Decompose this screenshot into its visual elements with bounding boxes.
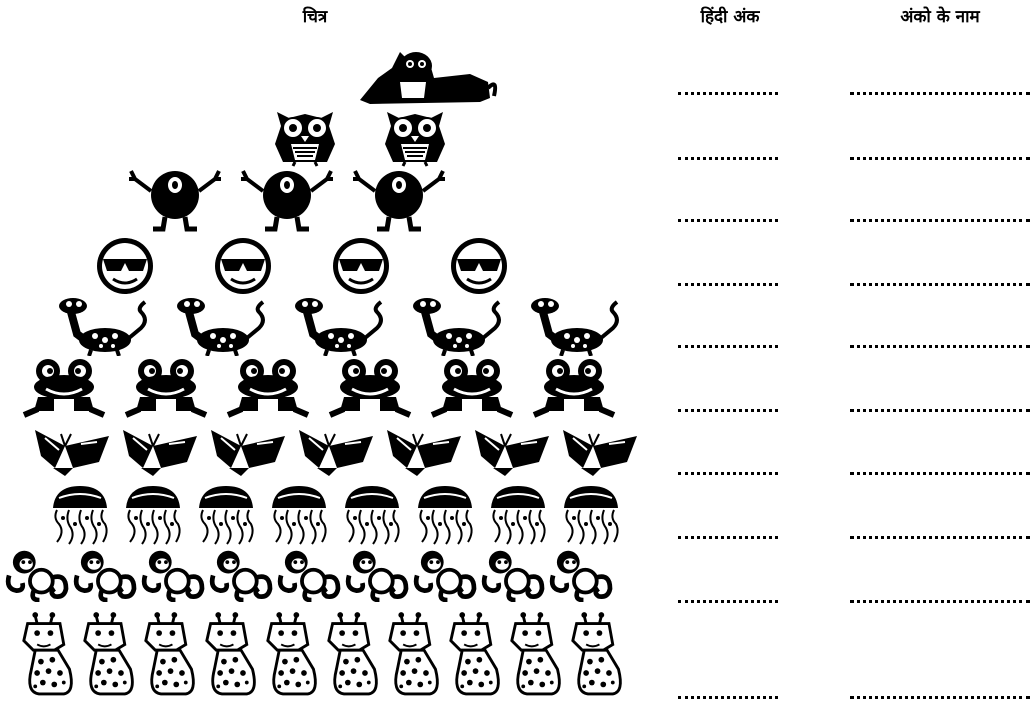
frog-icon [528,357,628,419]
owl-icon [265,104,345,168]
dinosaur-icon [409,294,509,356]
jellyfish-icon [483,484,553,546]
numeral-name-blank-7[interactable] [850,472,1030,475]
hindi-numeral-blank-10[interactable] [678,696,778,699]
butterfly-icon [377,422,467,480]
giraffe-icon [20,612,79,696]
monkey-icon [481,547,548,602]
numeral-name-blank-3[interactable] [850,219,1030,222]
giraffe-icon [386,612,445,696]
dinosaur-icon [55,294,155,356]
sun-with-sunglasses-icon [439,237,519,295]
eyeball-monster-icon [349,167,449,233]
giraffe-icon [142,612,201,696]
giraffe-icon [508,612,567,696]
picture-row-9 [0,545,640,603]
picture-row-3 [0,165,640,223]
giraffe-icon [81,612,140,696]
header-numeral-name: अंको के नाम [900,7,980,27]
sun-with-sunglasses-icon [321,237,401,295]
dinosaur-icon [173,294,273,356]
cat-icon [330,38,500,108]
giraffe-icon [264,612,323,696]
giraffe-icon [569,612,628,696]
frog-icon [18,357,118,419]
numeral-name-blank-4[interactable] [850,283,1030,286]
picture-row-8 [0,482,640,540]
butterfly-icon [25,422,115,480]
numeral-name-blank-5[interactable] [850,345,1030,348]
jellyfish-icon [118,484,188,546]
dinosaur-icon [291,294,391,356]
picture-row-4 [0,235,640,293]
jellyfish-icon [264,484,334,546]
hindi-numeral-blank-8[interactable] [678,536,778,539]
header-picture: चित्र [302,7,328,27]
butterfly-icon [289,422,379,480]
numeral-name-blank-9[interactable] [850,600,1030,603]
hindi-numeral-blank-9[interactable] [678,600,778,603]
hindi-numeral-blank-7[interactable] [678,472,778,475]
monkey-icon [5,547,72,602]
butterfly-icon [201,422,291,480]
jellyfish-icon [45,484,115,546]
frog-icon [324,357,424,419]
butterfly-icon [465,422,555,480]
owl-icon [375,104,455,168]
monkey-icon [345,547,412,602]
picture-row-5 [0,292,640,350]
header-hindi-numeral: हिंदी अंक [700,7,760,27]
hindi-numeral-blank-2[interactable] [678,157,778,160]
picture-row-10 [0,610,640,668]
picture-row-2 [0,102,640,160]
hindi-numeral-blank-6[interactable] [678,409,778,412]
jellyfish-icon [410,484,480,546]
monkey-icon [413,547,480,602]
numeral-name-blank-8[interactable] [850,536,1030,539]
monkey-icon [549,547,616,602]
picture-row-1 [0,36,640,94]
numeral-name-blank-1[interactable] [850,92,1030,95]
picture-row-7 [0,420,640,478]
numeral-name-blank-10[interactable] [850,696,1030,699]
frog-icon [426,357,526,419]
giraffe-icon [325,612,384,696]
giraffe-icon [447,612,506,696]
monkey-icon [209,547,276,602]
numeral-name-blank-2[interactable] [850,157,1030,160]
hindi-numeral-blank-4[interactable] [678,283,778,286]
sun-with-sunglasses-icon [85,237,165,295]
giraffe-icon [203,612,262,696]
jellyfish-icon [556,484,626,546]
frog-icon [120,357,220,419]
monkey-icon [73,547,140,602]
monkey-icon [277,547,344,602]
dinosaur-icon [527,294,627,356]
eyeball-monster-icon [125,167,225,233]
jellyfish-icon [191,484,261,546]
sun-with-sunglasses-icon [203,237,283,295]
jellyfish-icon [337,484,407,546]
butterfly-icon [113,422,203,480]
eyeball-monster-icon [237,167,337,233]
hindi-numeral-blank-5[interactable] [678,345,778,348]
numeral-name-blank-6[interactable] [850,409,1030,412]
hindi-numeral-blank-3[interactable] [678,219,778,222]
frog-icon [222,357,322,419]
picture-row-6 [0,355,640,413]
butterfly-icon [553,422,643,480]
hindi-numeral-blank-1[interactable] [678,92,778,95]
monkey-icon [141,547,208,602]
